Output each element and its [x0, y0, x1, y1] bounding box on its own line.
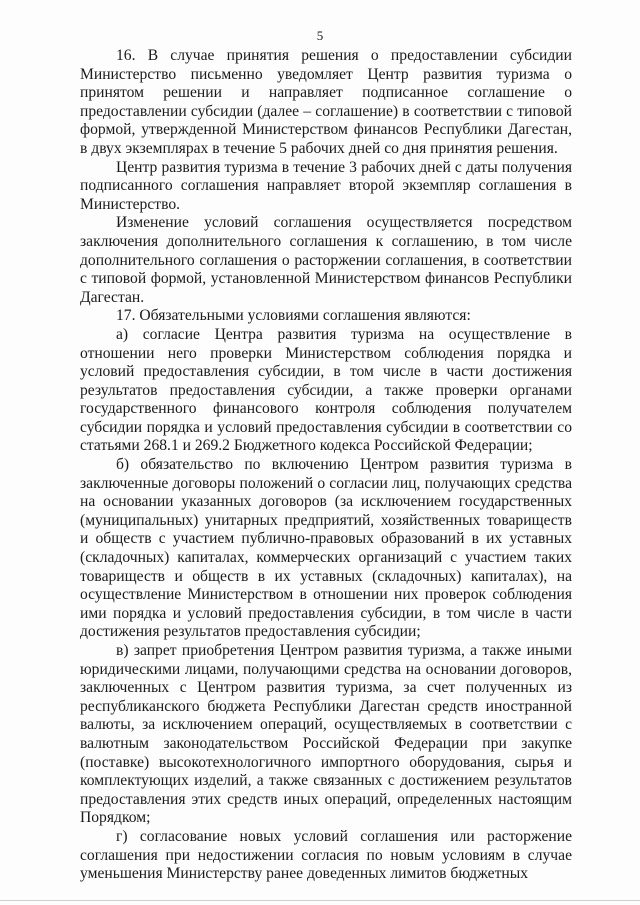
- paragraph-17a: а) согласие Центра развития туризма на осуществление в отношении него проверки Министерством соблюдения порядка и условий предоставления субсидии, в том числе в части достижения результатов предоставления субсидии, а также проверки органами государственного финансового контроля соблюдения получателем субсидии порядка и условий предоставления субсидии в соответствии со статьями 268.1 и 269.2 Бюджетного кодекса Российской Федерации;: [80, 325, 572, 455]
- paragraph-amendment: Изменение условий соглашения осуществляется посредством заключения дополнительного соглашения к соглашению, в том числе дополнительного соглашения о расторжении соглашения, в соответствии с типовой формой, установленной Министерством финансов Республики Дагестан.: [80, 214, 572, 306]
- page-number: 5: [316, 28, 324, 43]
- paragraph-17b: б) обязательство по включению Центром развития туризма в заключенные договоры положений о согласии лиц, получающих средства на основании указанных договоров (за исключением государственных (муниципальных) унитарных предприятий, хозяйственных товариществ и обществ с участием публично-правовых образований в их уставных (складочных) капиталах, коммерческих организаций с участием таких товариществ и обществ в их уставных (складочных) капиталах), на осуществление Министерством в отношении них проверок соблюдения ими порядка и условий предоставления субсидии, в том числе в части достижения результатов предоставления субсидии;: [80, 456, 572, 641]
- paragraph-17: 17. Обязательными условиями соглашения являются:: [116, 307, 471, 325]
- paragraph-16: 16. В случае принятия решения о предоставлении субсидии Министерство письменно уведомляет Центр развития туризма о принятом решении и направляет подписанное соглашение о предоставлении субсидии (далее – соглашение) в соответствии с типовой формой, утвержденной Министерством финансов Республики Дагестан, в двух экземплярах в течение 5 рабочих дней со дня принятия решения.: [80, 47, 572, 157]
- paragraph-17v: в) запрет приобретения Центром развития туризма, а также иными юридическими лицами, получающими средства на основании договоров, заключенных с Центром развития туризма, за счет полученных из республиканского бюджета Республики Дагестан средств иностранной валюты, за исключением операций, осуществляемых в соответствии с валютным законодательством Российской Федерации при закупке (поставке) высокотехнологичного импортного оборудования, сырья и комплектующих изделий, а также связанных с достижением результатов предоставления этих средств иных операций, определенных настоящим Порядком;: [80, 642, 572, 827]
- document-body: [80, 47, 572, 884]
- paragraph-second-copy: Центр развития туризма в течение 3 рабочих дней с даты получения подписанного соглашения направляет второй экземпляр соглашения в Министерство.: [80, 158, 572, 213]
- paragraph-17g: г) согласование новых условий соглашения или расторжение соглашения при недостижении согласия по новым условиям в случае уменьшения Министерству ранее доведенных лимитов бюджетных: [80, 827, 572, 883]
- scan-bottom-edge: [0, 900, 640, 901]
